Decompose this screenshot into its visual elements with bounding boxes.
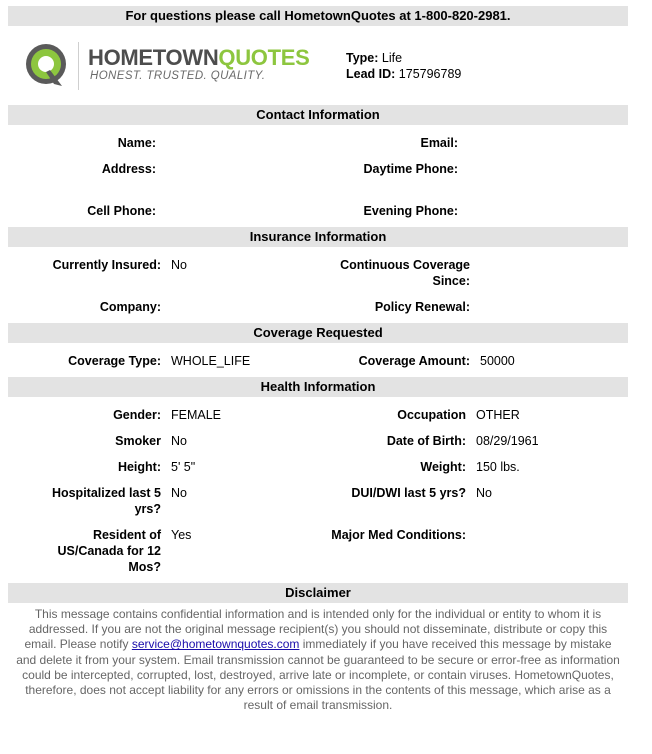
date-of-birth-label: Date of Birth: xyxy=(386,434,466,448)
dui-label: DUI/DWI last 5 yrs? xyxy=(351,486,466,500)
address-label: Address: xyxy=(101,162,156,176)
gender-value: FEMALE xyxy=(171,408,222,422)
weight-label: Weight: xyxy=(420,460,466,474)
continuous-coverage-label: Continuous Coverage Since: xyxy=(340,258,470,288)
section-insurance-header: Insurance Information xyxy=(8,227,628,247)
currently-insured-value: No xyxy=(171,258,187,272)
coverage-amount-label: Coverage Amount: xyxy=(358,354,470,368)
section-coverage-header: Coverage Requested xyxy=(8,323,628,343)
hospitalized-label: Hospitalized last 5 yrs? xyxy=(51,486,161,516)
service-email-link[interactable]: service@hometownquotes.com xyxy=(131,637,300,652)
occupation-label: Occupation xyxy=(397,408,466,422)
height-value: 5' 5" xyxy=(171,460,196,474)
hospitalized-value: No xyxy=(171,486,187,500)
cell-phone-label: Cell Phone: xyxy=(87,204,156,218)
weight-value: 150 lbs. xyxy=(476,460,520,474)
section-disclaimer-header: Disclaimer xyxy=(8,583,628,603)
lead-type: Type: Life xyxy=(346,51,403,65)
smoker-value: No xyxy=(171,434,187,448)
date-of-birth-value: 08/29/1961 xyxy=(476,434,539,448)
logo-q-icon xyxy=(24,42,72,90)
name-label: Name: xyxy=(117,136,156,150)
logo-divider xyxy=(78,42,79,90)
coverage-amount-value: 50000 xyxy=(480,354,515,368)
resident-value: Yes xyxy=(171,528,192,542)
email-label: Email: xyxy=(420,136,458,150)
coverage-type-label: Coverage Type: xyxy=(68,354,161,368)
company-label: Company: xyxy=(99,300,161,314)
disclaimer-text: This message contains confidential information and is intended only for the individual or entity to whom it is addressed. If you are not the original message recipient(s) you should not disseminate, distribute or copy this email. Please notify service@hometownquotes.com immediately if you have received this message by mistake and delete it from your system. Email transmission cannot be guaranteed to be secure or error-free as information could be intercepted, corrupted, lost, destroyed, arrive late or incomplete, or contain viruses. HometownQuotes, therefore, does not accept liability for any errors or omissions in the contents of this message, which arise as a result of email transmission. xyxy=(16,607,620,713)
hometownquotes-logo xyxy=(24,40,310,92)
daytime-phone-label: Daytime Phone: xyxy=(363,162,458,176)
gender-label: Gender: xyxy=(113,408,161,422)
section-health-header: Health Information xyxy=(8,377,628,397)
section-contact-header: Contact Information xyxy=(8,105,628,125)
smoker-label: Smoker xyxy=(115,434,161,448)
currently-insured-label: Currently Insured: xyxy=(52,258,161,272)
coverage-type-value: WHOLE_LIFE xyxy=(171,354,251,368)
evening-phone-label: Evening Phone: xyxy=(363,204,458,218)
logo-tagline: HONEST. TRUSTED. QUALITY. xyxy=(90,70,266,82)
top-notice-bar xyxy=(8,6,628,26)
major-med-conditions-label: Major Med Conditions: xyxy=(331,528,466,542)
height-label: Height: xyxy=(117,460,161,474)
policy-renewal-label: Policy Renewal: xyxy=(374,300,470,314)
lead-id: Lead ID: 175796789 xyxy=(346,67,462,81)
dui-value: No xyxy=(476,486,492,500)
occupation-value: OTHER xyxy=(476,408,520,422)
phone-notice: For questions please call HometownQuotes at 1-800-820-2981. xyxy=(125,8,511,23)
resident-label: Resident of US/Canada for 12 Mos? xyxy=(57,528,161,574)
logo-wordmark: HOMETOWNQUOTES xyxy=(88,45,310,70)
